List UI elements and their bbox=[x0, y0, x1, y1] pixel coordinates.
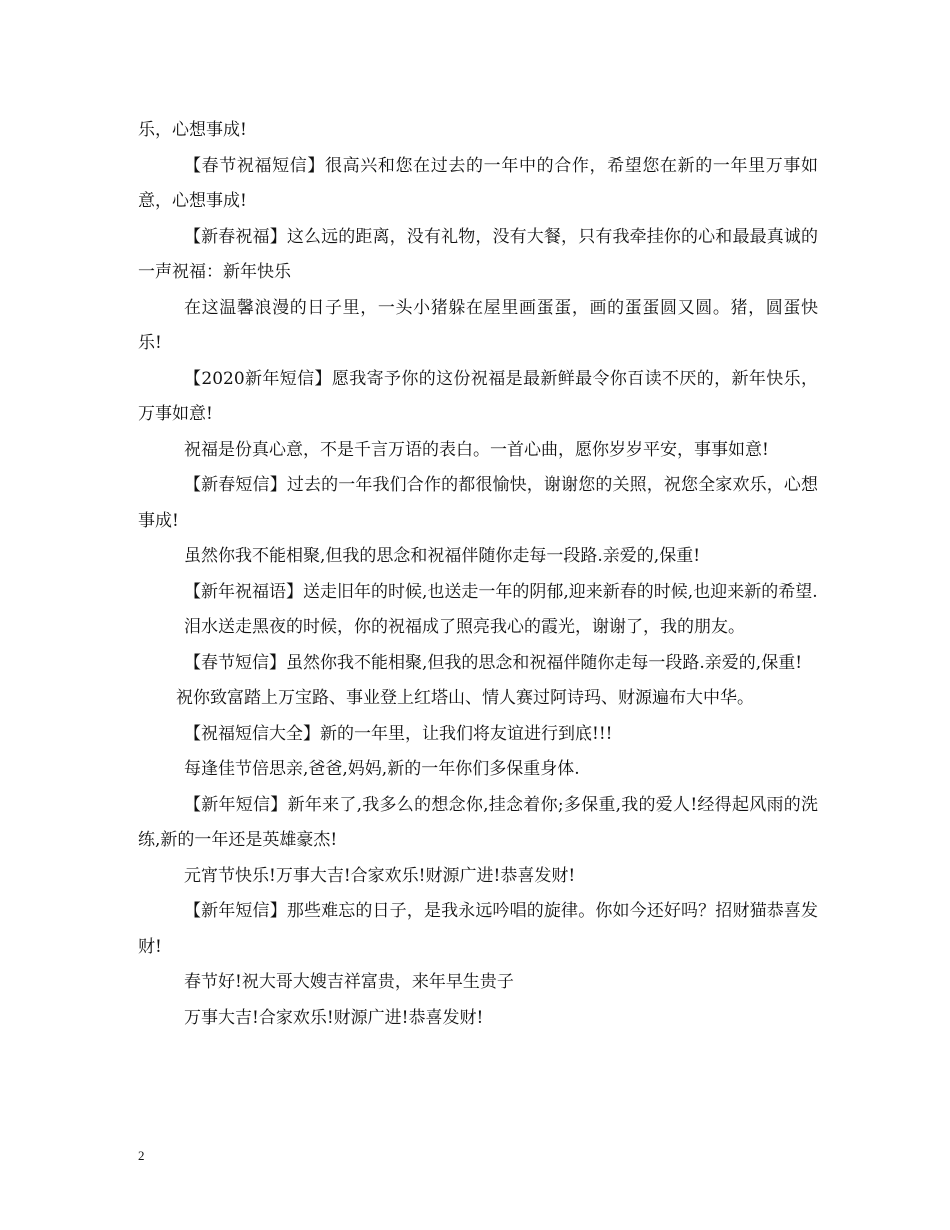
page-number: 2 bbox=[138, 1148, 145, 1163]
paragraph: 祝福是份真心意，不是千言万语的表白。一首心曲，愿你岁岁平安，事事如意! bbox=[184, 439, 769, 460]
paragraph: 【新年祝福语】送走旧年的时候,也送走一年的阴郁,迎来新春的时候,也迎来新的希望. bbox=[184, 581, 818, 602]
paragraph: 【祝福短信大全】新的一年里，让我们将友谊进行到底!!! bbox=[184, 723, 613, 744]
paragraph: 万事大吉!合家欢乐!财源广进!恭喜发财! bbox=[184, 1007, 484, 1028]
paragraph: 春节好!祝大哥大嫂吉祥富贵，来年早生贵子 bbox=[184, 972, 514, 992]
document-body bbox=[138, 113, 818, 1036]
paragraph: 元宵节快乐!万事大吉!合家欢乐!财源广进!恭喜发财! bbox=[184, 865, 576, 886]
paragraph: 【春节祝福短信】很高兴和您在过去的一年中的合作，希望您在新的一年里万事如意，心想事成! bbox=[138, 155, 818, 211]
paragraph: 在这温馨浪漫的日子里，一头小猪躲在屋里画蛋蛋，画的蛋蛋圆又圆。猪，圆蛋快乐! bbox=[138, 297, 818, 353]
paragraph: 【新春短信】过去的一年我们合作的都很愉快，谢谢您的关照，祝您全家欢乐，心想事成! bbox=[138, 475, 818, 531]
paragraph: 【新年短信】新年来了,我多么的想念你,挂念着你;多保重,我的爱人!经得起风雨的洗练,新的一年还是英雄豪杰! bbox=[138, 794, 818, 850]
paragraph: 【春节短信】虽然你我不能相聚,但我的思念和祝福伴随你走每一段路.亲爱的,保重! bbox=[184, 652, 803, 673]
paragraph: 【新年短信】那些难忘的日子，是我永远吟唱的旋律。你如今还好吗？招财猫恭喜发财! bbox=[138, 901, 818, 957]
paragraph: 虽然你我不能相聚,但我的思念和祝福伴随你走每一段路.亲爱的,保重! bbox=[184, 546, 701, 566]
paragraph: 【2020新年短信】愿我寄予你的这份祝福是最新鲜最令你百读不厌的，新年快乐，万事如意! bbox=[138, 368, 818, 424]
paragraph: 泪水送走黑夜的时候，你的祝福成了照亮我心的霞光，谢谢了，我的朋友。 bbox=[184, 617, 745, 637]
paragraph: 【新春祝福】这么远的距离，没有礼物，没有大餐，只有我牵挂你的心和最最真诚的一声祝福：新年快乐 bbox=[138, 226, 818, 282]
paragraph: 祝你致富踏上万宝路、事业登上红塔山、情人赛过阿诗玛、财源遍布大中华。 bbox=[176, 688, 754, 708]
paragraph: 乐，心想事成! bbox=[138, 120, 247, 140]
paragraph: 每逢佳节倍思亲,爸爸,妈妈,新的一年你们多保重身体. bbox=[184, 759, 580, 779]
